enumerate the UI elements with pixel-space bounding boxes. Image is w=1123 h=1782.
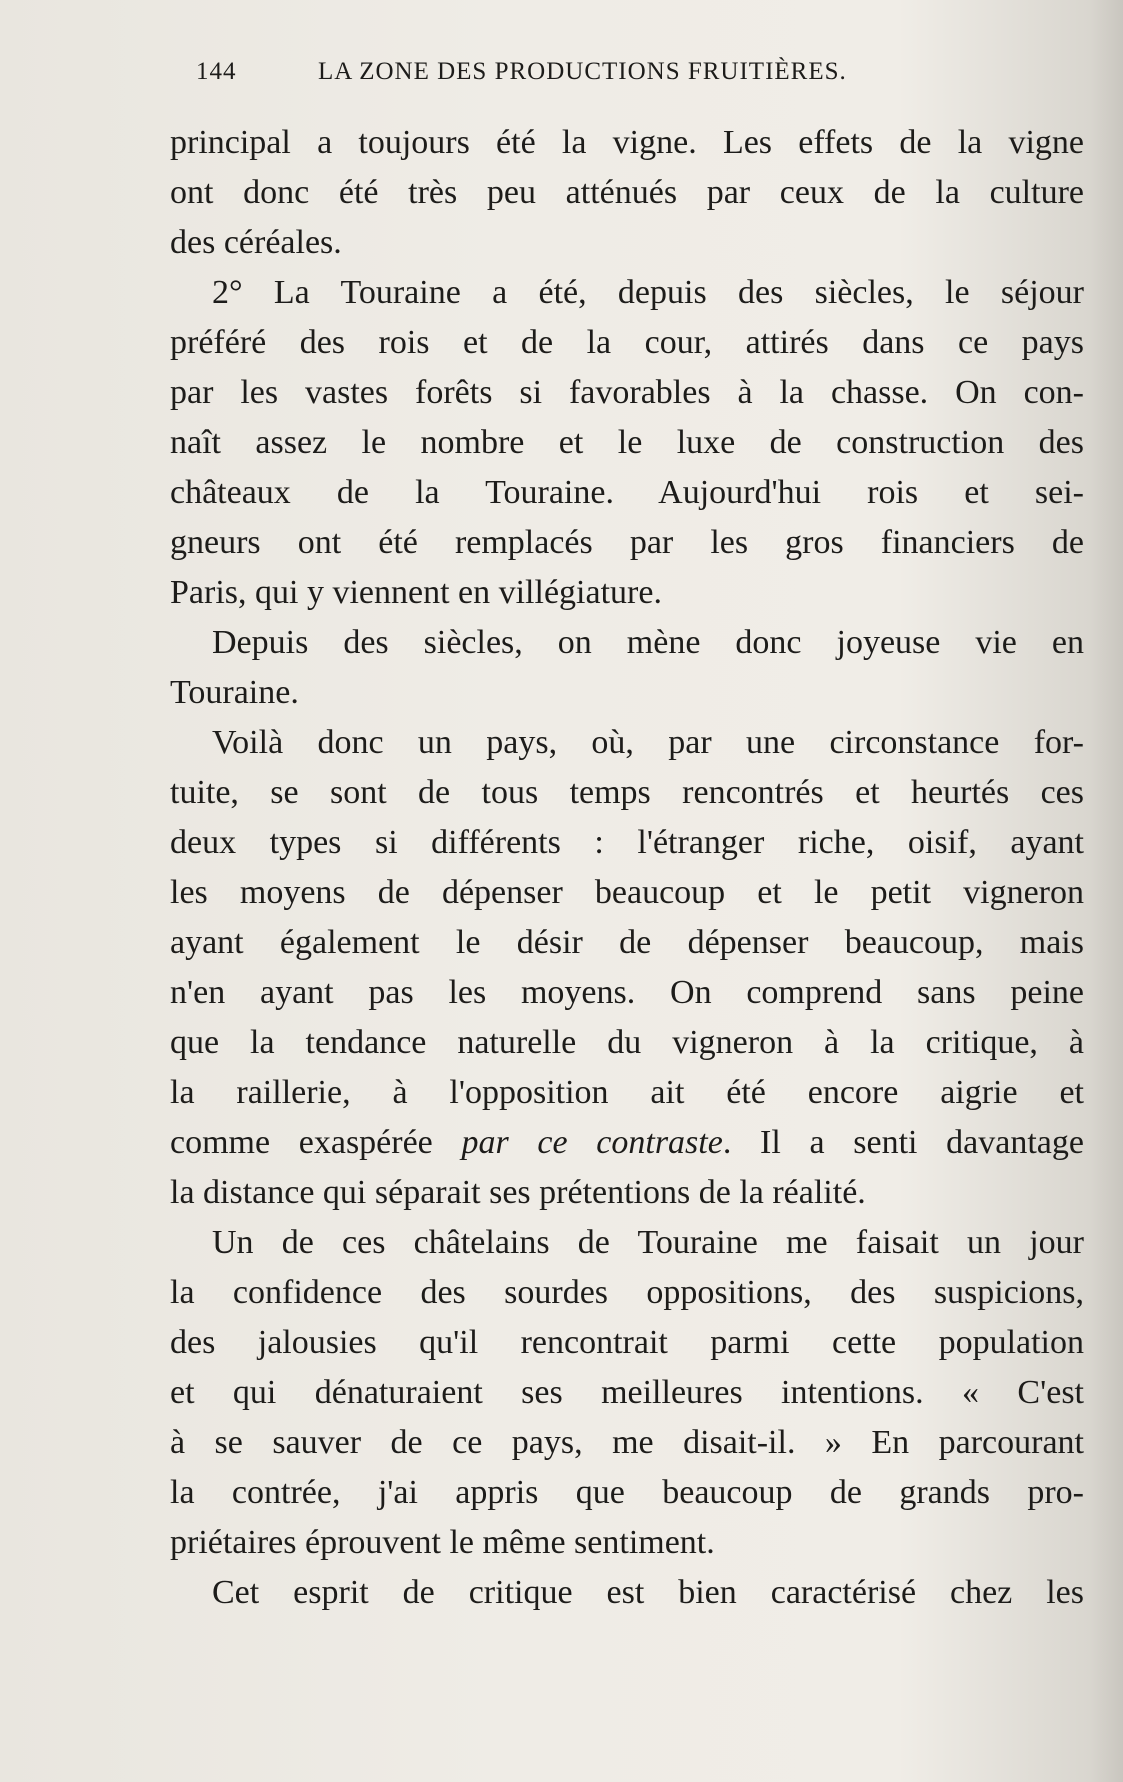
paragraph (170, 618, 1084, 718)
text-line: les moyens de dépenser beaucoup et le petit vigneron (170, 874, 1084, 911)
text-line: la contrée, j'ai appris que beaucoup de grands pro- (170, 1474, 1084, 1511)
text-line: la confidence des sourdes oppositions, des suspicions, (170, 1274, 1084, 1311)
running-title: LA ZONE DES PRODUCTIONS FRUITIÈRES. (318, 58, 847, 85)
text-line: 2° La Touraine a été, depuis des siècles, le séjour (212, 274, 1084, 311)
text-line: gneurs ont été remplacés par les gros financiers de (170, 524, 1084, 561)
text-line: Touraine. (170, 674, 299, 711)
text-line: Un de ces châtelains de Touraine me faisait un jour (212, 1224, 1084, 1261)
text-segment: . Il a senti davantage (722, 1124, 1084, 1161)
text-line: naît assez le nombre et le luxe de construction des (170, 424, 1084, 461)
text-line: ayant également le désir de dépenser beaucoup, mais (170, 924, 1084, 961)
text-line: à se sauver de ce pays, me disait-il. » En parcourant (170, 1424, 1084, 1461)
paragraph (170, 1568, 1084, 1618)
text-line: priétaires éprouvent le même sentiment. (170, 1524, 715, 1561)
text-line: la raillerie, à l'opposition ait été encore aigrie et (170, 1074, 1084, 1111)
text-line: préféré des rois et de la cour, attirés dans ce pays (170, 324, 1084, 361)
text-line: et qui dénaturaient ses meilleures intentions. « C'est (170, 1374, 1084, 1411)
paragraph (170, 268, 1084, 618)
page-number: 144 (196, 58, 237, 85)
text-line: par les vastes forêts si favorables à la chasse. On con- (170, 374, 1084, 411)
text-line: châteaux de la Touraine. Aujourd'hui rois et sei- (170, 474, 1084, 511)
text-line: des céréales. (170, 224, 342, 261)
text-line: tuite, se sont de tous temps rencontrés et heurtés ces (170, 774, 1084, 811)
text-line: que la tendance naturelle du vigneron à la critique, à (170, 1024, 1084, 1061)
text-line: Paris, qui y viennent en villégiature. (170, 574, 662, 611)
italic-phrase: par ce contraste (461, 1124, 723, 1161)
body-text (170, 118, 1084, 1618)
text-line: la distance qui séparait ses prétentions de la réalité. (170, 1174, 866, 1211)
text-line: principal a toujours été la vigne. Les effets de la vigne (170, 124, 1084, 161)
text-line: deux types si différents : l'étranger riche, oisif, ayant (170, 824, 1084, 861)
text-line: Voilà donc un pays, où, par une circonstance for- (212, 724, 1084, 761)
text-line (170, 1118, 1084, 1168)
text-line: n'en ayant pas les moyens. On comprend sans peine (170, 974, 1084, 1011)
text-line: des jalousies qu'il rencontrait parmi cette population (170, 1324, 1084, 1361)
running-header (196, 58, 976, 98)
paragraph (170, 718, 1084, 1218)
text-line: ont donc été très peu atténués par ceux de la culture (170, 174, 1084, 211)
text-segment: comme exaspérée (170, 1124, 462, 1161)
text-line: Cet esprit de critique est bien caractérisé chez les (212, 1574, 1084, 1611)
paragraph (170, 1218, 1084, 1568)
paragraph (170, 118, 1084, 268)
text-line: Depuis des siècles, on mène donc joyeuse vie en (212, 624, 1084, 661)
